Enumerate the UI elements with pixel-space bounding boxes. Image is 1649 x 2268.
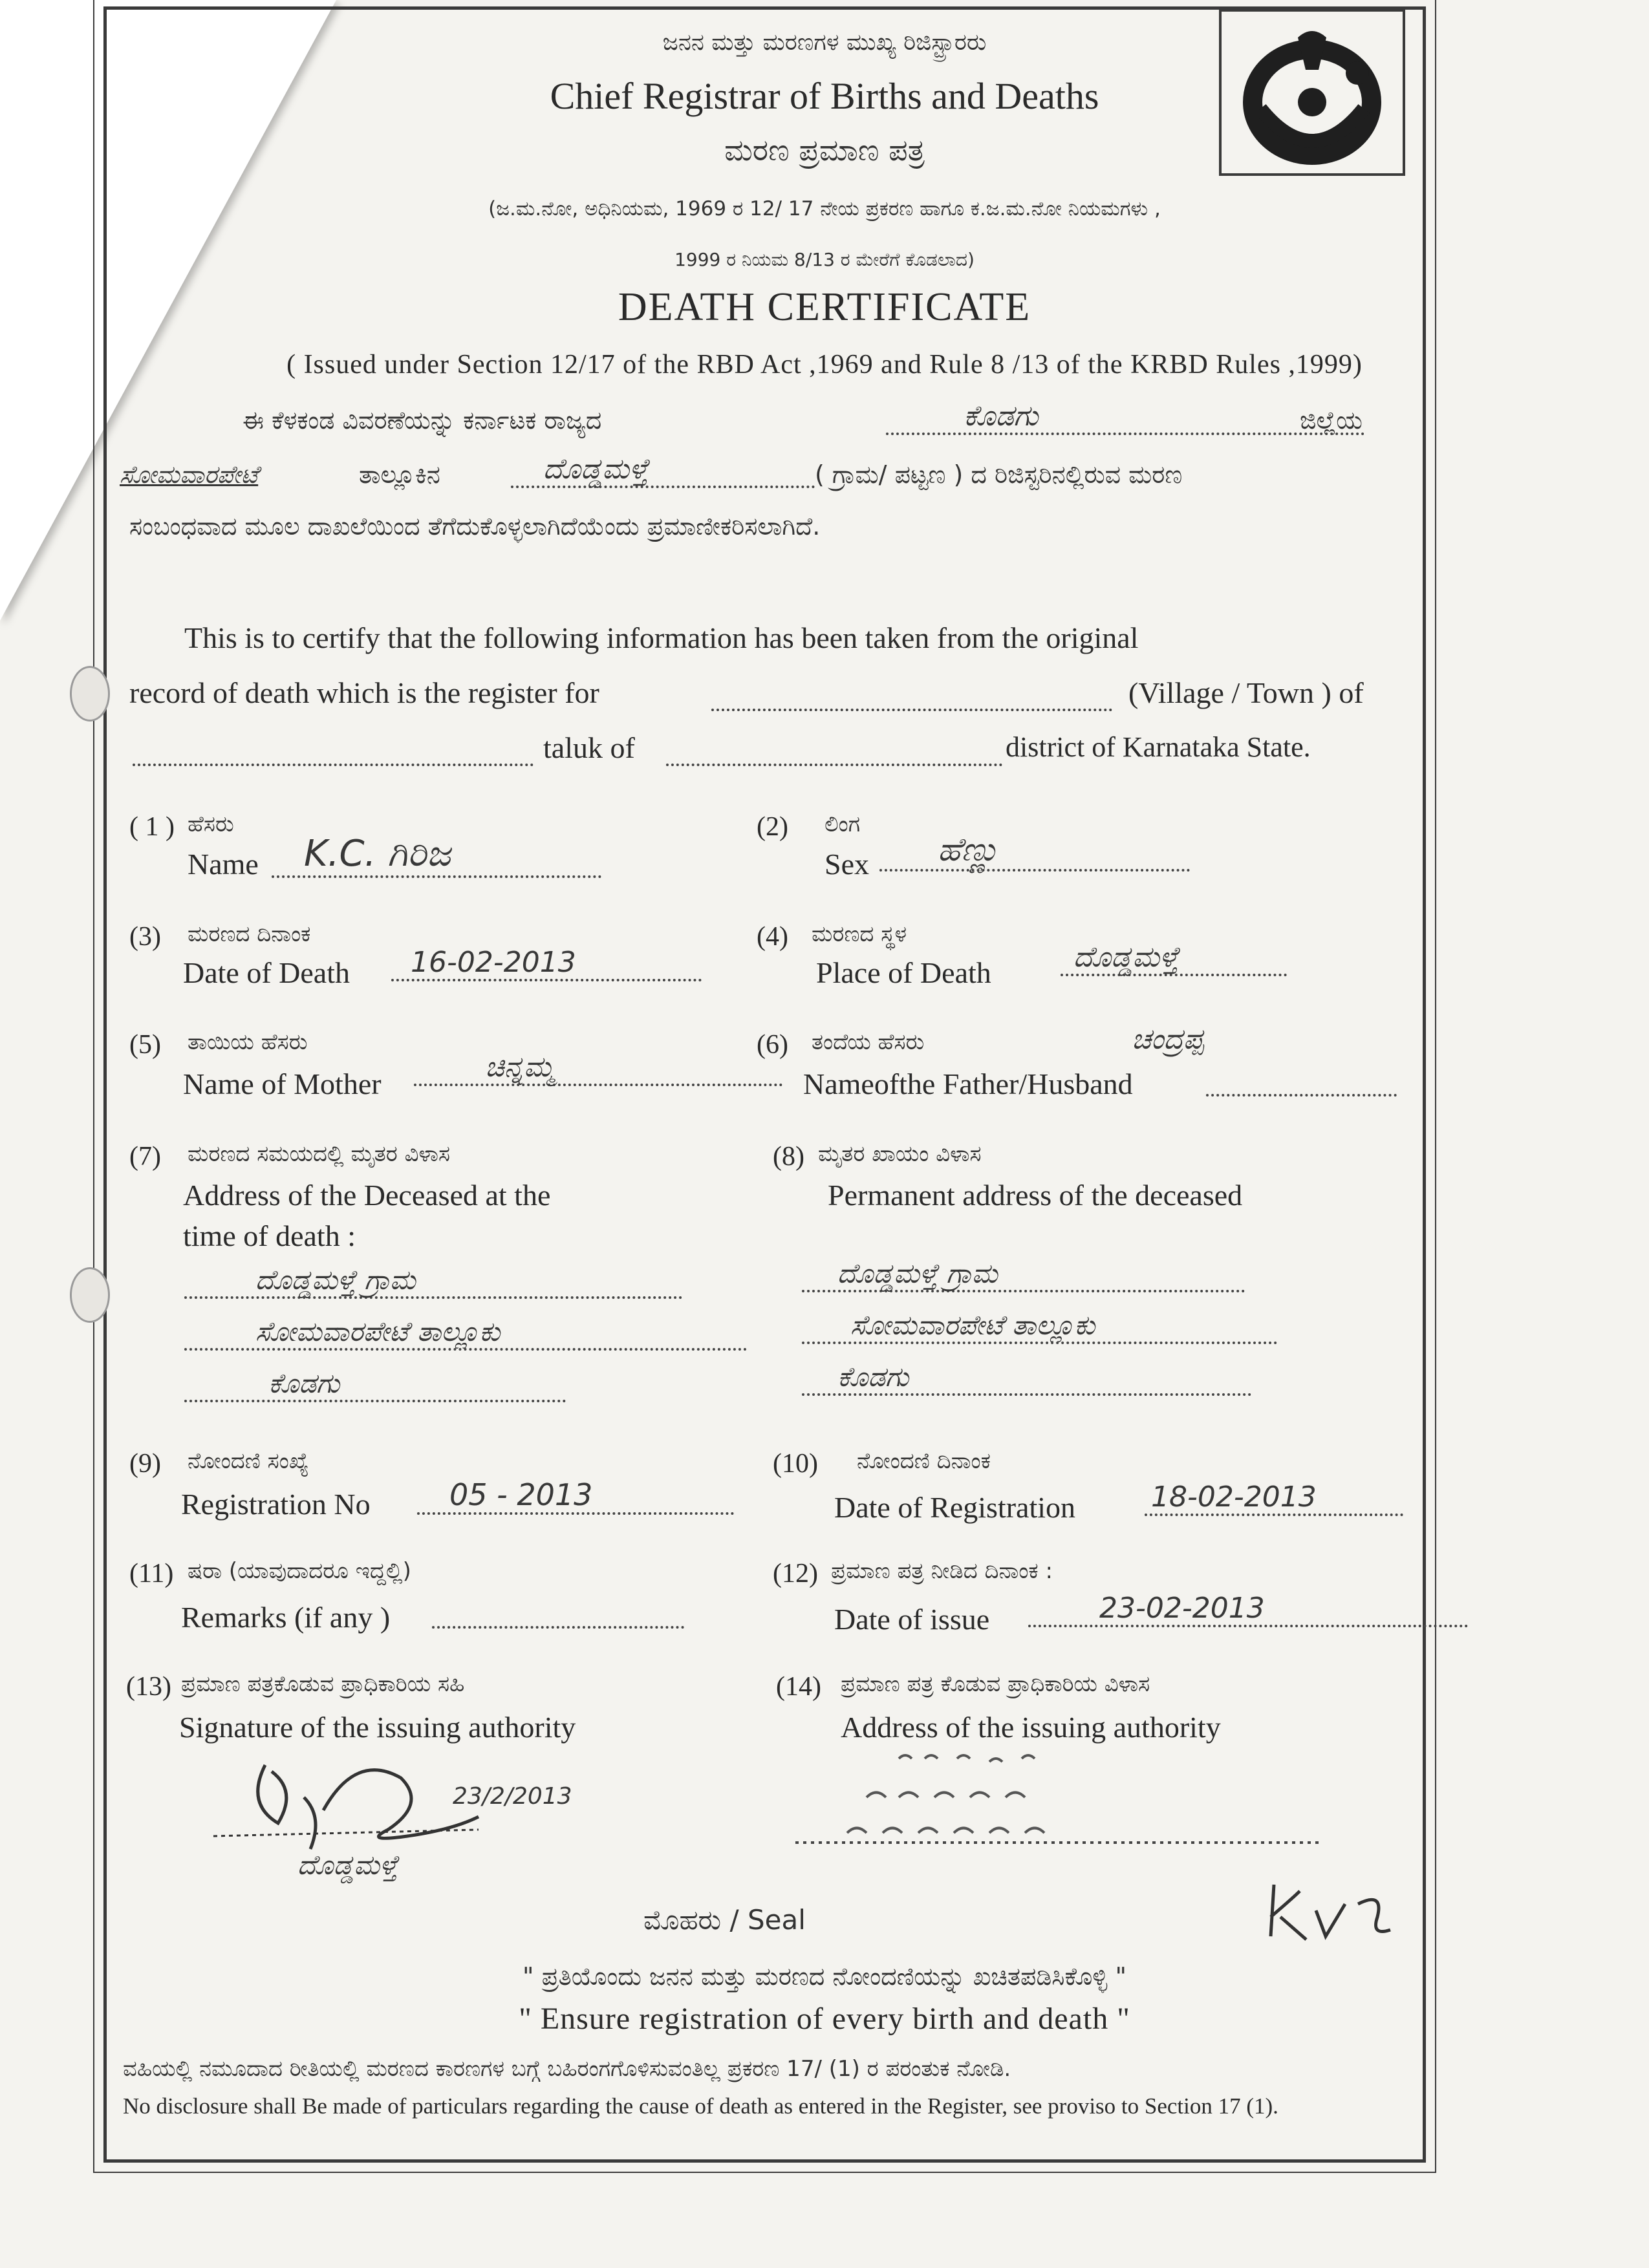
field-6-blank bbox=[1206, 1081, 1397, 1097]
issued-under-line: ( Issued under Section 12/17 of the RBD Act ,1969 and Rule 8 /13 of the KRBD Rules ,1999) bbox=[286, 350, 1363, 380]
field-14-en-label: Address of the issuing authority bbox=[841, 1711, 1221, 1744]
field-10-registration-date-value: 18-02-2013 bbox=[1145, 1481, 1403, 1516]
field-8-address-line1: ದೊಡ್ಡಮಳ್ತೆ ಗ್ರಾಮ bbox=[802, 1257, 1245, 1292]
en-intro-line2-text: record of death which is the register for bbox=[129, 676, 599, 709]
field-7-address-line2: ಸೋಮವಾರಪೇಟೆ ತಾಲ್ಲೂಕು bbox=[184, 1316, 747, 1351]
field-8-kn-label: ಮೃತರ ಖಾಯಂ ವಿಳಾಸ bbox=[818, 1141, 982, 1167]
field-8-address-line3: ಕೊಡಗು bbox=[802, 1361, 1251, 1396]
field-12-kn-label: ಪ್ರಮಾಣ ಪತ್ರ ನೀಡಿದ ದಿನಾಂಕ : bbox=[831, 1558, 1053, 1584]
field-2-kn-label: ಲಿಂಗ bbox=[824, 811, 861, 837]
kn-intro-line1-text: ಈ ಕೆಳಕಂಡ ವಿವರಣೆಯನ್ನು ಕರ್ನಾಟಕ ರಾಜ್ಯದ bbox=[242, 406, 602, 434]
kn-intro-line2-text: ತಾಲ್ಲೂಕಿನ bbox=[359, 460, 440, 489]
district-blank bbox=[666, 740, 1002, 766]
header-kn-registrar: ಜನನ ಮತ್ತು ಮರಣಗಳ ಮುಖ್ಯ ರಿಜಿಸ್ಟ್ರಾರರು bbox=[662, 29, 987, 56]
field-9-number: (9) bbox=[129, 1449, 161, 1479]
header-kn-certificate: ಮರಣ ಪ್ರಮಾಣ ಪತ್ರ bbox=[724, 133, 925, 167]
kn-intro-line2-suffix: ( ಗ್ರಾಮ/ ಪಟ್ಟಣ ) ದ ರಿಜಿಸ್ಟರಿನಲ್ಲಿರುವ ಮರಣ bbox=[815, 460, 1183, 489]
field-8-number: (8) bbox=[773, 1142, 804, 1171]
field-11-kn-label: ಷರಾ (ಯಾವುದಾದರೂ ಇದ್ದಲ್ಲಿ) bbox=[188, 1558, 411, 1584]
punch-hole-top bbox=[70, 666, 110, 722]
kn-intro-district-field bbox=[886, 400, 1364, 435]
field-10-en-label: Date of Registration bbox=[834, 1491, 1076, 1524]
field-9-kn-label: ನೋಂದಣಿ ಸಂಖ್ಯೆ bbox=[188, 1448, 309, 1474]
field-6-kn-label: ತಂದೆಯ ಹೆಸರು bbox=[812, 1029, 925, 1055]
field-13-number: (13) bbox=[126, 1672, 171, 1702]
field-12-number: (12) bbox=[773, 1559, 818, 1589]
village-value: ದೊಡ್ಡಮಳ್ತೆ bbox=[511, 453, 815, 488]
field-5-en-label: Name of Mother bbox=[183, 1067, 382, 1100]
seal-label: ಮೊಹರು / Seal bbox=[643, 1904, 806, 1936]
field-6-number: (6) bbox=[757, 1030, 788, 1060]
field-7-address-line1: ದೊಡ್ಡಮಳ್ತೆ ಗ್ರಾಮ bbox=[184, 1264, 682, 1299]
issuing-authority-signature bbox=[207, 1739, 660, 1888]
field-14-number: (14) bbox=[776, 1672, 821, 1702]
punch-hole-bottom bbox=[70, 1267, 110, 1323]
field-13-en-label: Signature of the issuing authority bbox=[179, 1711, 576, 1744]
field-1-number: ( 1 ) bbox=[129, 812, 175, 842]
field-5-kn-label: ತಾಯಿಯ ಹೆಸರು bbox=[188, 1029, 308, 1055]
field-7-en-label-line1: Address of the Deceased at the bbox=[183, 1179, 551, 1212]
field-7-en-label-line2: time of death : bbox=[183, 1219, 356, 1252]
field-1-name-value: K.C. ಗಿರಿಜ bbox=[272, 833, 601, 878]
en-intro-line2-suffix: (Village / Town ) of bbox=[1128, 676, 1364, 709]
taluk-blank bbox=[133, 740, 534, 766]
field-5-number: (5) bbox=[129, 1030, 161, 1060]
header-kn-act-line2: 1999 ರ ನಿಯಮ 8/13 ರ ಮೇರೆಗೆ ಕೊಡಲಾದ) bbox=[674, 249, 975, 270]
field-2-sex-value: ಹೆಣ್ಣು bbox=[879, 831, 1190, 872]
kn-intro-village-field bbox=[511, 453, 815, 488]
field-12-date-of-issue-value: 23-02-2013 bbox=[1028, 1592, 1468, 1627]
field-10-kn-label: ನೋಂದಣಿ ದಿನಾಂಕ bbox=[857, 1448, 991, 1474]
field-6-en-label: Nameofthe Father/Husband bbox=[803, 1067, 1133, 1100]
field-8-en-label: Permanent address of the deceased bbox=[828, 1179, 1243, 1212]
field-2-en-label: Sex bbox=[824, 848, 869, 881]
field-4-place-of-death-value: ದೊಡ್ಡಮಳ್ತೆ bbox=[1061, 941, 1287, 976]
field-1-kn-label: ಹೆಸರು bbox=[188, 811, 234, 837]
field-11-number: (11) bbox=[129, 1559, 174, 1589]
village-town-blank bbox=[711, 685, 1112, 711]
field-7-address-line3: ಕೊಡಗು bbox=[184, 1367, 566, 1402]
en-disclosure-note: No disclosure shall Be made of particulars regarding the cause of death as entered in the Register, see proviso to Section 17 (1). bbox=[123, 2093, 1278, 2119]
en-ensure-registration: " Ensure registration of every birth and death " bbox=[519, 2002, 1130, 2036]
field-3-number: (3) bbox=[129, 922, 161, 952]
taluk-value: ಸೋಮವಾರಪೇಟೆ bbox=[120, 460, 259, 489]
field-1-en-label: Name bbox=[188, 848, 259, 881]
field-10-number: (10) bbox=[773, 1449, 818, 1479]
field-2-number: (2) bbox=[757, 812, 788, 842]
field-3-en-label: Date of Death bbox=[183, 956, 350, 989]
field-7-kn-label: ಮರಣದ ಸಮಯದಲ್ಲಿ ಮೃತರ ವಿಳಾಸ bbox=[188, 1141, 451, 1167]
en-intro-line3-suffix: district of Karnataka State. bbox=[1006, 731, 1311, 763]
en-intro-line1: This is to certify that the following information has been taken from the original bbox=[184, 621, 1139, 654]
field-5-mother-name-value: ಚಿನ್ನಮ್ಮ bbox=[414, 1051, 782, 1086]
certificate-title: DEATH CERTIFICATE bbox=[618, 285, 1031, 329]
initials-mark bbox=[1261, 1878, 1410, 1949]
header-kn-act-line1: (ಜ.ಮ.ನೋ, ಅಧಿನಿಯಮ, 1969 ರ 12/ 17 ನೇಯ ಪ್ರಕರಣ ಹಾಗೂ ಕ.ಜ.ಮ.ನೋ ನಿಯಮಗಳು , bbox=[488, 197, 1161, 220]
field-3-kn-label: ಮರಣದ ದಿನಾಂಕ bbox=[188, 921, 311, 947]
kn-disclosure-note: ವಹಿಯಲ್ಲಿ ನಮೂದಾದ ರೀತಿಯಲ್ಲಿ ಮರಣದ ಕಾರಣಗಳ ಬಗ್ಗೆ ಬಹಿರಂಗಗೊಳಿಸುವಂತಿಲ್ಲ ಪ್ರಕರಣ 17/ (1) ರ ಪರಂತುಕ ನೋಡಿ. bbox=[123, 2056, 1011, 2082]
issuing-authority-address-stamp bbox=[795, 1746, 1326, 1856]
field-4-en-label: Place of Death bbox=[816, 956, 991, 989]
field-11-en-label: Remarks (if any ) bbox=[181, 1601, 391, 1634]
field-14-kn-label: ಪ್ರಮಾಣ ಪತ್ರ ಕೊಡುವ ಪ್ರಾಧಿಕಾರಿಯ ವಿಳಾಸ bbox=[841, 1671, 1150, 1697]
field-12-en-label: Date of issue bbox=[834, 1603, 990, 1636]
field-7-number: (7) bbox=[129, 1142, 161, 1171]
field-4-number: (4) bbox=[757, 922, 788, 952]
field-13-kn-label: ಪ್ರಮಾಣ ಪತ್ರಕೊಡುವ ಪ್ರಾಧಿಕಾರಿಯ ಸಹಿ bbox=[181, 1671, 465, 1697]
header-en-registrar: Chief Registrar of Births and Deaths bbox=[550, 75, 1099, 117]
district-value: ಕೊಡಗು bbox=[886, 400, 1364, 435]
field-6-father-name-value: ಚಂದ್ರಪ್ಪ bbox=[1132, 1023, 1204, 1056]
kn-intro-line1-suffix: ಜಿಲ್ಲೆಯ bbox=[1300, 406, 1363, 434]
field-11-remarks-value bbox=[432, 1613, 684, 1629]
field-3-date-of-death-value: 16-02-2013 bbox=[391, 946, 702, 981]
field-4-kn-label: ಮರಣದ ಸ್ಥಳ bbox=[812, 921, 907, 947]
kn-intro-line3: ಸಂಬಂಧವಾದ ಮೂಲ ದಾಖಲೆಯಿಂದ ತೆಗೆದುಕೊಳ್ಳಲಾಗಿದೆಯೆಂದು ಪ್ರಮಾಣೀಕರಿಸಲಾಗಿದೆ. bbox=[129, 512, 821, 540]
field-9-en-label: Registration No bbox=[181, 1488, 371, 1521]
en-intro-line3-text: taluk of bbox=[543, 731, 635, 764]
signature-date: 23/2/2013 bbox=[453, 1783, 572, 1810]
signature-place: ದೊಡ್ಡಮಳ್ತೆ bbox=[297, 1849, 398, 1881]
kn-ensure-registration: " ಪ್ರತಿಯೊಂದು ಜನನ ಮತ್ತು ಮರಣದ ನೋಂದಣಿಯನ್ನು ಖಚಿತಪಡಿಸಿಕೊಳ್ಳಿ " bbox=[523, 1962, 1126, 1991]
field-9-registration-no-value: 05 - 2013 bbox=[417, 1477, 734, 1515]
field-8-address-line2: ಸೋಮವಾರಪೇಟೆ ತಾಲ್ಲೂಕು bbox=[802, 1309, 1277, 1344]
